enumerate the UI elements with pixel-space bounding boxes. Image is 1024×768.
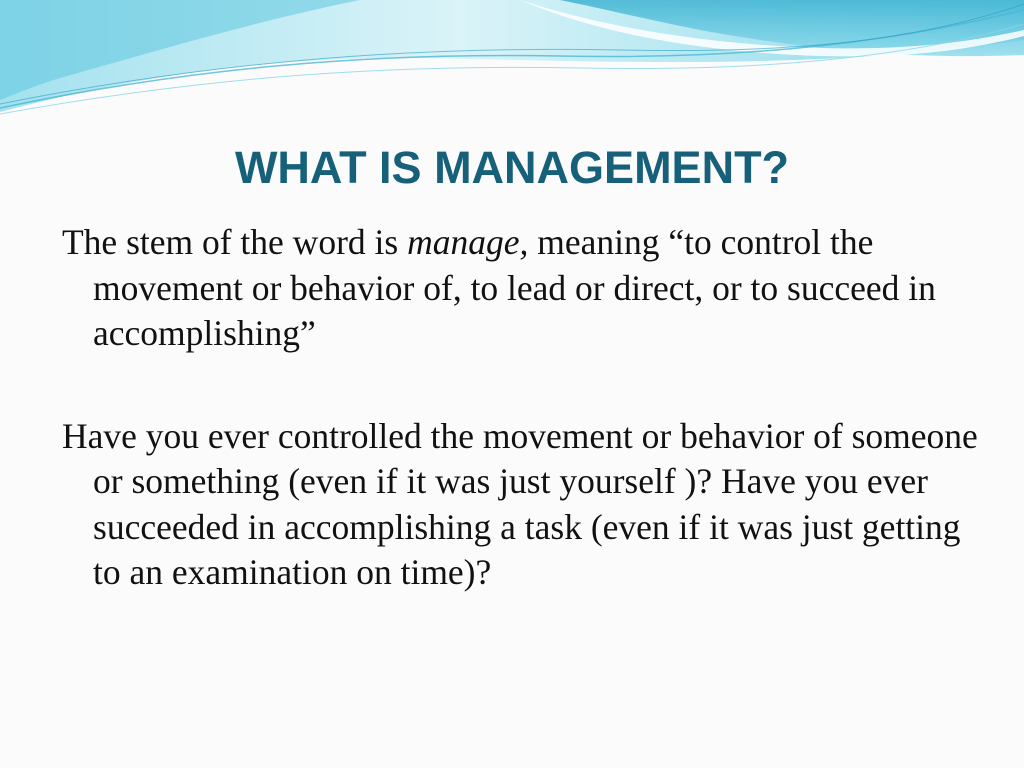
paragraph-questions: Have you ever controlled the movement or behavior of someone or something (even if it was just yourself )? Have you ever succeeded in accomplishing a task (even if it was just getting to an examination on time)? xyxy=(62,415,978,592)
header-wave-decoration xyxy=(0,0,1024,140)
definition-text-start: The stem of the word is xyxy=(62,222,408,262)
definition-keyword: manage, xyxy=(407,222,529,262)
slide-title: WHAT IS MANAGEMENT? xyxy=(234,142,790,193)
slide-body xyxy=(62,220,982,596)
paragraph-definition xyxy=(62,220,982,357)
definition-text-end: meaning “to control the movement or behavior of, to lead or direct, or to succeed in accomplishing” xyxy=(93,222,936,353)
